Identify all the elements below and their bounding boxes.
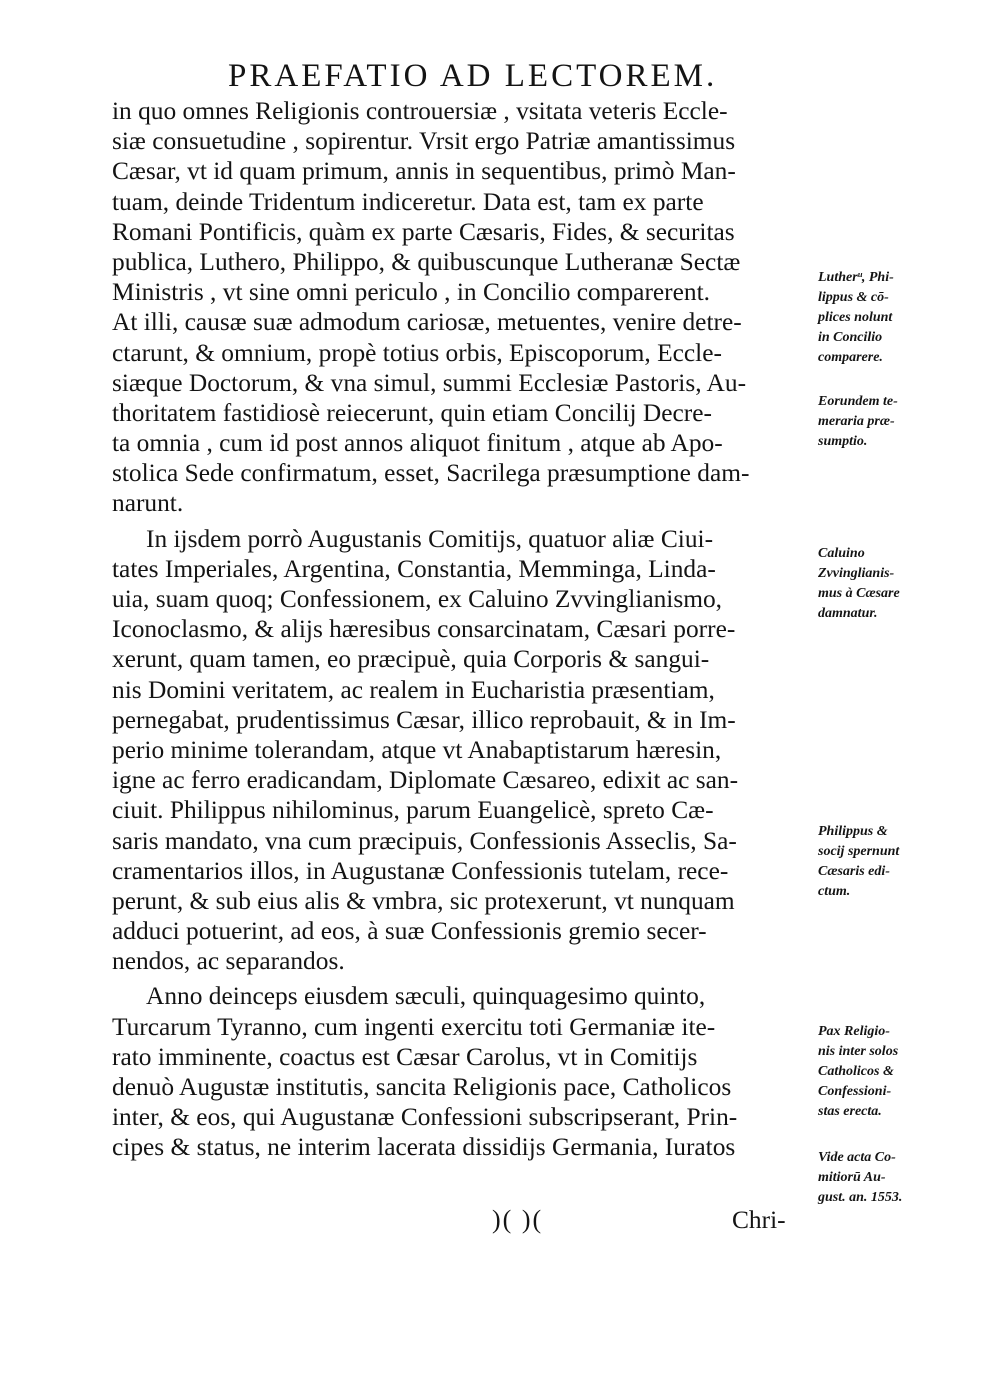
catchword: Chri- [732,1206,786,1234]
marginal-note-line: ctum. [818,884,851,899]
marginal-note-line: lippus & cō- [818,290,889,305]
marginal-note-line: gust. an. 1553. [818,1190,903,1205]
marginal-note-line: mus à Cæsare [818,586,900,601]
marginal-note-line: Catholicos & [818,1064,894,1079]
marginal-note-line: meraria præ- [818,414,895,429]
marginal-note [818,268,968,368]
text-line: perunt, & sub eius alis & vmbra, sic protexerunt, vt nunquam [112,886,735,915]
text-line: siæque Doctorum, & vna simul, summi Ecclesiæ Pastoris, Au- [112,368,747,397]
marginal-note-line: Eorundem te- [818,394,898,409]
text-line: Romani Pontificis, quàm ex parte Cæsaris, Fides, & securitas [112,217,735,246]
text-line: perio minime tolerandam, atque vt Anabaptistarum hæresin, [112,735,722,764]
marginal-note-line: Caluino [818,546,865,561]
text-line: siæ consuetudine , sopirentur. Vrsit ergo Patriæ amantissimus [112,127,736,156]
main-text-block [112,96,824,1163]
marginal-note-line: mitiorū Au- [818,1170,886,1185]
marginal-note-line: damnatur. [818,606,878,621]
text-line: xerunt, quam tamen, eo præcipuè, quia Corporis & sangui- [112,645,710,674]
text-line: rato imminente, coactus est Cæsar Carolus, vt in Comitijs [112,1042,698,1071]
marginal-note-line: plices nolunt [818,310,893,325]
marginal-note-line: Confessioni- [818,1084,892,1099]
text-line: nendos, ac separandos. [112,947,345,976]
marginal-note-line: nis inter solos [818,1044,899,1059]
marginal-note-line: Cæsaris edi- [818,864,890,879]
marginal-note-line: Pax Religio- [818,1024,890,1039]
text-line: publica, Luthero, Philippo, & quibuscunque Lutheranæ Sectæ [112,247,741,276]
marginal-note-line: comparere. [818,350,883,365]
marginal-note-line: socij spernunt [818,844,900,859]
text-line: denuò Augustæ institutis, sancita Religionis pace, Catholicos [112,1073,732,1101]
text-line: igne ac ferro eradicandam, Diplomate Cæsareo, edixit ac san- [112,766,739,795]
text-line: saris mandato, vna cum præcipuis, Confessionis Asseclis, Sa- [112,826,737,855]
text-line: cipes & status, ne interim lacerata dissidijs Germania, Iuratos [112,1133,736,1162]
text-line: nis Domini veritatem, ac realem in Eucharistia præsentiam, [112,675,715,704]
text-line: Cæsar, vt id quam primum, annis in sequentibus, primò Man- [112,157,736,186]
marginal-note [818,822,968,902]
text-line: uia, suam quoq; Confessionem, ex Caluino Zvvinglianismo, [112,585,723,613]
text-line: inter, & eos, qui Augustanæ Confessioni subscripserant, Prin- [112,1103,738,1132]
text-line: ta omnia , cum id post annos aliquot finitum , atque ab Apo- [112,429,723,458]
marginal-note-line: Zvvinglianis- [818,566,895,581]
text-line: adduci potuerint, ad eos, à suæ Confessionis gremio secer- [112,917,707,946]
text-line: ciuit. Philippus nihilominus, parum Euangelicè, spreto Cæ- [112,796,714,825]
paragraph-start-line: Anno deinceps eiusdem sæculi, quinquagesimo quinto, [146,982,706,1011]
running-header: PRAEFATIO AD LECTOREM. [228,58,718,94]
marginal-note [818,392,968,452]
text-line: thoritatem fastidiosè reiecerunt, quin etiam Concilij Decre- [112,398,712,427]
text-line: stolica Sede confirmatum, esset, Sacrilega præsumptione dam- [112,459,750,488]
marginal-note-line: in Concilio [818,330,883,345]
marginal-note-line: Philippus & [818,824,888,839]
marginal-note-line: Lutherᵘ, Phi- [818,270,894,285]
marginal-note-line: stas erecta. [818,1104,882,1119]
marginal-note-line: sumptio. [818,434,868,449]
signature-mark: )( )( [492,1205,544,1234]
marginal-note [818,544,968,624]
text-line: tates Imperiales, Argentina, Constantia, Memminga, Linda- [112,554,716,583]
text-line: in quo omnes Religionis controuersiæ , vsitata veteris Eccle- [112,97,728,125]
marginal-note-line: Vide acta Co- [818,1150,896,1165]
text-line: Ministris , vt sine omni periculo , in Concilio comparerent. [112,278,710,307]
marginal-note [818,1022,968,1122]
text-line: cramentarios illos, in Augustanæ Confessionis tutelam, rece- [112,856,729,885]
text-line: Turcarum Tyranno, cum ingenti exercitu toti Germaniæ ite- [112,1012,716,1041]
text-line: pernegabat, prudentissimus Cæsar, illico reprobauit, & in Im- [112,705,736,734]
paragraph-start-line: In ijsdem porrò Augustanis Comitijs, quatuor aliæ Ciui- [146,524,714,553]
text-line: tuam, deinde Tridentum indiceretur. Data est, tam ex parte [112,187,704,216]
text-line: Iconoclasmo, & alijs hæresibus consarcinatam, Cæsari porre- [112,615,736,644]
text-line: ctarunt, & omnium, propè totius orbis, Episcoporum, Eccle- [112,338,722,367]
text-line: narunt. [112,489,184,518]
text-line: At illi, causæ suæ admodum cariosæ, metuentes, venire detre- [112,308,742,337]
marginal-note [818,1148,968,1208]
